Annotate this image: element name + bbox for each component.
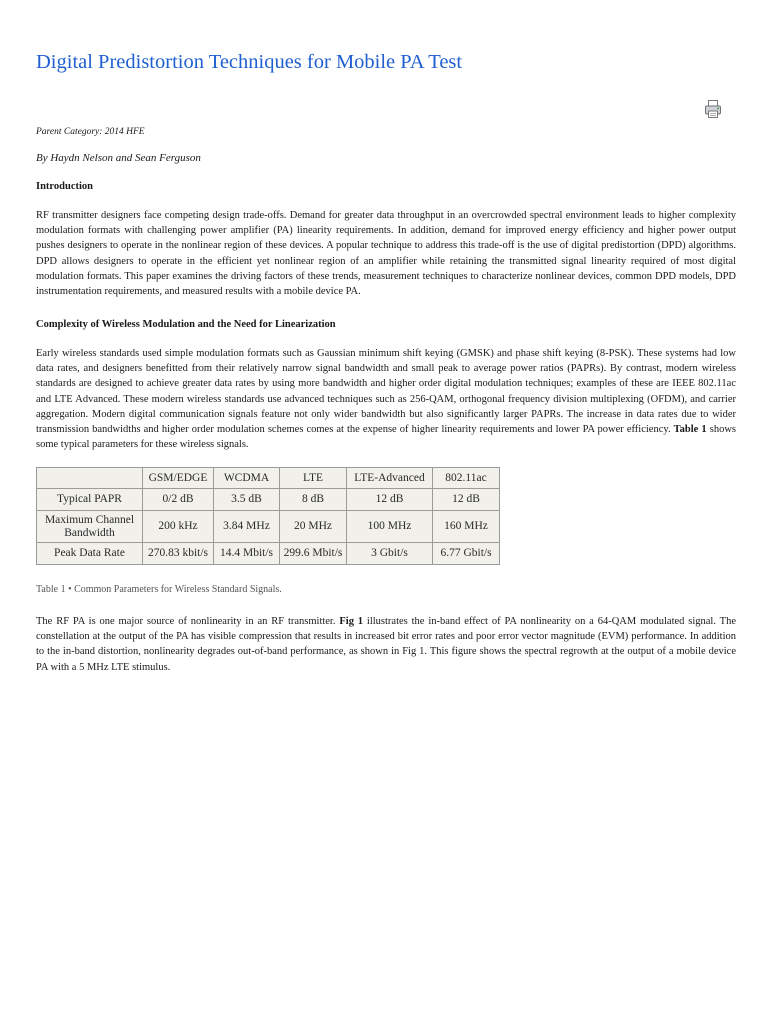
print-button[interactable] — [704, 99, 722, 119]
table-caption: Table 1 • Common Parameters for Wireless Standard Signals. — [36, 584, 282, 595]
paragraph-introduction: RF transmitter designers face competing design trade-offs. Demand for greater data throughput in an overcrowded spectral environment leads to higher complexity modulation formats with challenging power amplifier (PA) linearity requirements. In addition, demand for improved energy efficiency and higher power output pushes designers to operate in the nonlinear region of these devices. A popular technique to address this trade-off is the use of digital predistortion (DPD) algorithms. DPD allows designers to operate in the efficient yet nonlinear region of an amplifier while retaining the transmitted signal linearity required of most digital modulation formats. This paper examines the driving factors of these trends, measurement techniques to characterize nonlinear devices, common DPD models, DPD instrumentation requirements, and measured results with a mobile device PA. — [36, 210, 736, 298]
table-cell: 200 kHz — [143, 511, 214, 543]
table-header-cell: 802.11ac — [433, 468, 500, 489]
paragraph-nonlinearity-rest: illustrates the in-band effect of PA nonlinearity on a 64-QAM modulated signal. The constellation at the output of the PA has visible compression that results in increased bit error rates and poor error vector magnitude (EVM) performance. In addition to the in-band distortion, nonlinearity degrades out-of-band performance, as shown in Fig 1. This figure shows the spectral regrowth at the output of a mobile device PA with a 5 MHz LTE stimulus. — [36, 616, 736, 673]
table-header-cell: LTE-Advanced — [347, 468, 433, 489]
byline: By Haydn Nelson and Sean Ferguson — [36, 152, 201, 164]
table-cell: 3 Gbit/s — [347, 543, 433, 565]
table-cell: 270.83 kbit/s — [143, 543, 214, 565]
paragraph-complexity-tail: shows some typical parameters for these wireless signals. — [36, 424, 736, 451]
figure-reference: Fig 1 — [339, 616, 364, 627]
table-header-cell: LTE — [280, 468, 347, 489]
section-heading-complexity: Complexity of Wireless Modulation and the Need for Linearization — [36, 319, 336, 330]
row-label: Typical PAPR — [37, 489, 143, 511]
table-cell: 100 MHz — [347, 511, 433, 543]
table-header-cell — [37, 468, 143, 489]
table-cell: 3.84 MHz — [214, 511, 280, 543]
table-cell: 8 dB — [280, 489, 347, 511]
print-icon — [704, 99, 722, 119]
row-label: Peak Data Rate — [37, 543, 143, 565]
parent-category: Parent Category: 2014 HFE — [36, 127, 145, 137]
table-cell: 299.6 Mbit/s — [280, 543, 347, 565]
table-cell: 12 dB — [347, 489, 433, 511]
table-row — [37, 511, 500, 543]
table-cell: 160 MHz — [433, 511, 500, 543]
table-cell: 3.5 dB — [214, 489, 280, 511]
table-row — [37, 543, 500, 565]
article-title: Digital Predistortion Techniques for Mobile PA Test — [36, 51, 463, 73]
section-heading-introduction: Introduction — [36, 181, 93, 192]
table-cell: 6.77 Gbit/s — [433, 543, 500, 565]
wireless-parameters-table — [36, 467, 500, 565]
table-header-row — [37, 468, 500, 489]
table-cell: 0/2 dB — [143, 489, 214, 511]
table-header-cell: GSM/EDGE — [143, 468, 214, 489]
table-cell: 20 MHz — [280, 511, 347, 543]
table-cell: 14.4 Mbit/s — [214, 543, 280, 565]
paragraph-nonlinearity — [36, 614, 736, 675]
table-row — [37, 489, 500, 511]
table-cell: 12 dB — [433, 489, 500, 511]
paragraph-complexity-text: Early wireless standards used simple modulation formats such as Gaussian minimum shift keying (GMSK) and phase shift keying (8-PSK). These systems had low data rates, and designers benefitted from their relatively narrow signal bandwidth and small peak to average power ratios (PAPRs). By contrast, modern wireless standards are designed to achieve greater data rates by using more bandwidth and higher order digital modulation techniques; examples of these are IEEE 802.11ac and LTE Advanced. These modern wireless standards use advanced techniques such as 256-QAM, orthogonal frequency division multiplexing (OFDM), and carrier aggregation. Modern digital communication signals feature not only wider bandwidth but also significantly larger PAPRs. The increase in data rates due to wider transmission bandwidths and higher order modulation schemes comes at the expense of higher linearity requirements and lower PA power efficiency. — [36, 348, 736, 436]
paragraph-nonlinearity-start: The RF PA is one major source of nonlinearity in an RF transmitter. — [36, 616, 340, 627]
table-reference: Table 1 — [673, 424, 707, 436]
paragraph-complexity — [36, 346, 736, 452]
row-label: Maximum Channel Bandwidth — [37, 511, 143, 543]
table-header-cell: WCDMA — [214, 468, 280, 489]
